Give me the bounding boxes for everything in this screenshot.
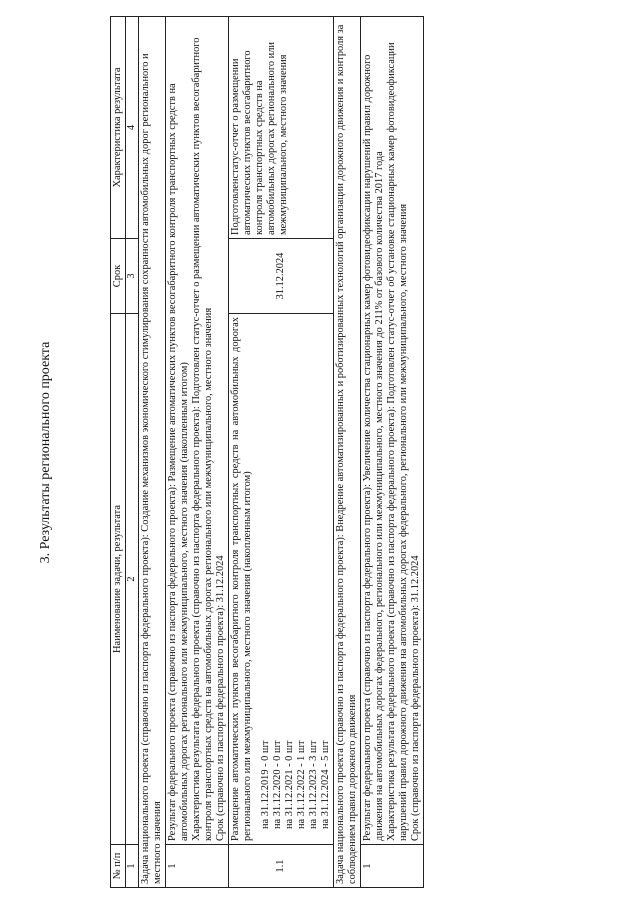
result-line: Результат федерального проекта (справочно из паспорта федерального проекта): Размещение автоматических пунктов весогабаритного контроля транспортных средств на автомобильных дорогах регионального или межмуниципального, местного значения (накопленным итогом) — [167, 83, 190, 841]
column-number: 3 — [126, 239, 139, 314]
column-number: 4 — [126, 17, 139, 239]
milestone: на 31.12.2020 - 0 шт — [272, 740, 283, 829]
milestone-list — [260, 317, 332, 841]
result-description — [361, 17, 424, 845]
characteristic-line: Характеристика результата федерального проекта (справочно из паспорта федерального проекта): Подготовлен статус-отчет о размещении автоматических пунктов весогабаритного контроля транспортных средств на автомобильных дорогах регионального или межмуниципального, местного значения — [191, 37, 214, 841]
deadline-line: Срок (справочно из паспорта федерального проекта): 31.12.2024 — [410, 555, 421, 841]
task-text: Задача национального проекта (справочно из паспорта федерального проекта): Создание механизмов экономического стимулирования сохранности автомобильных дорог регионального и местного значения — [139, 17, 166, 888]
result-row — [166, 17, 229, 888]
result-row — [229, 17, 334, 888]
characteristic-line: Характеристика результата федерального проекта (справочно из паспорта федерального проекта): Подготовлен статус-отчет об установке стационарных камер фотовидеофиксации нарушений правил дорожного движения на автомобильных дорогах федерального, регионального или межмуниципального, местного значения — [386, 42, 409, 841]
results-table — [110, 16, 424, 888]
milestone: на 31.12.2021 - 0 шт — [284, 740, 295, 829]
header-number: № п/п — [111, 845, 126, 888]
task-row — [139, 17, 166, 888]
header-deadline: Срок — [111, 239, 126, 314]
milestone: на 31.12.2022 - 1 шт — [296, 740, 307, 829]
header-row — [111, 17, 126, 888]
row-number: 1 — [361, 845, 424, 888]
deadline-cell: 31.12.2024 — [229, 239, 334, 314]
result-row — [361, 17, 424, 888]
section-title: 3. Результаты регионального проекта — [38, 341, 53, 564]
characteristic-cell: Подготовленстатус-отчет о размещении автоматических пунктов весогабаритного контроля транспортных средств на автомобильных дорогах регионального или межмуниципального, местного значения — [229, 17, 334, 239]
task-text: Задача национального проекта (справочно из паспорта федерального проекта): Внедрение автоматизированных и роботизированных технологий организации дорожного движения и контроля за соблюдением правил дорожного движения — [334, 17, 361, 888]
column-number-row — [126, 17, 139, 888]
column-number: 1 — [126, 845, 139, 888]
header-characteristic: Характеристика результата — [111, 17, 126, 239]
result-name-cell — [229, 314, 334, 845]
deadline-line: Срок (справочно из паспорта федерального проекта): 31.12.2024 — [215, 555, 226, 841]
task-row — [334, 17, 361, 888]
row-number: 1.1 — [229, 845, 334, 888]
column-number: 2 — [126, 314, 139, 845]
header-name: Наименование задачи, результата — [111, 314, 126, 845]
row-number: 1 — [166, 845, 229, 888]
milestone: на 31.12.2024 - 5 шт — [320, 740, 331, 829]
milestone: на 31.12.2019 - 0 шт — [260, 740, 271, 829]
result-name: Размещение автоматических пунктов весогабаритного контроля транспортных средств на автомобильных дорогах регионального или межмуниципального, местного значения (накопленным итогом) — [230, 317, 253, 841]
milestone: на 31.12.2023 - 3 шт — [308, 740, 319, 829]
result-line: Результат федерального проекта (справочно из паспорта федерального проекта): Увеличение количества стационарных камер фотовидеофиксации нарушений правил дорожного движения на автомобильных дорогах федерального, регионального или межмуниципального, местного значения до 211% от базового количества 2017 года — [362, 54, 385, 841]
result-description — [166, 17, 229, 845]
